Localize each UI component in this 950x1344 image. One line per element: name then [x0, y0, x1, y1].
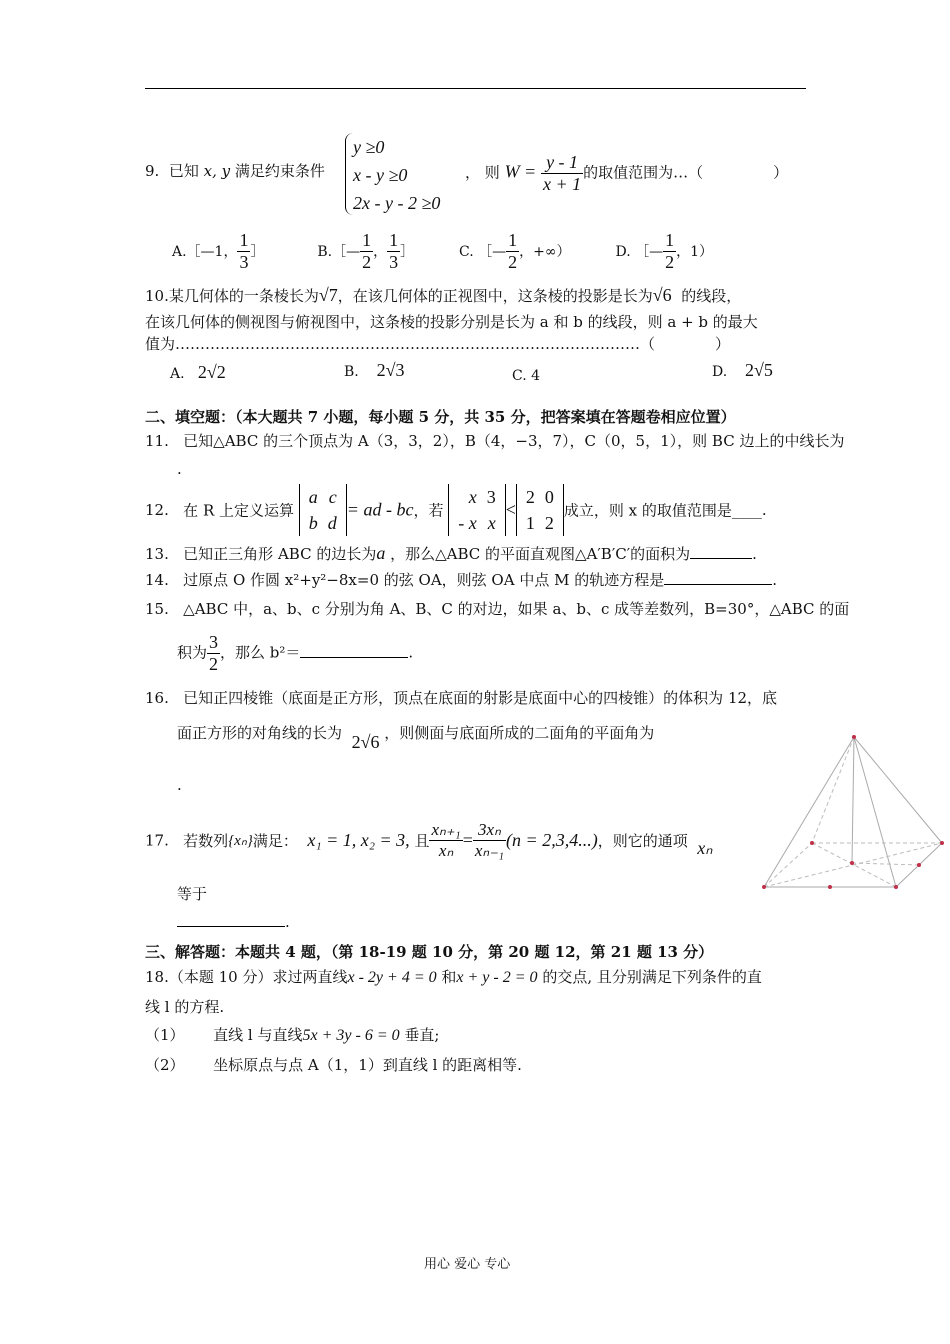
- q17-line3: .: [177, 913, 290, 931]
- q18-line2: 线 l 的方程.: [145, 998, 225, 1016]
- q12-det-right: 2 0 1 2: [516, 484, 564, 536]
- q9-option-d[interactable]: D. ［— $\frac{1}{2}$ ，1）: [615, 230, 714, 272]
- q18-line1: 18.（本题 10 分）求过两直线x - 2y + 4 = 0 和x + y - 2 = 0 的交点, 且分别满足下列条件的直: [145, 968, 762, 986]
- q12: 12. 在 R 上定义运算 a c b d = ad - bc，若 x 3 - x x < 2 0 1 2 成立，则 x 的取值范围是____.: [145, 484, 767, 536]
- q15-line2: 积为 $\frac{3}{2}$ ，那么 b²＝ .: [177, 632, 414, 674]
- section2-heading: 二、填空题：（本大题共 7 小题，每小题 5 分，共 35 分，把答案填在答题卷相应位置）: [145, 408, 736, 426]
- vertex-point: [828, 885, 832, 889]
- q9-target: ， 则 W = $\frac{y - 1}{x + 1}$ 的取值范围为…（ ）: [465, 152, 789, 194]
- q13: 13. 已知正三角形 ABC 的边长为a ，那么△ABC 的平面直观图△A′B′C′的面积为 .: [145, 543, 757, 563]
- q12-det-left: x 3 - x x: [448, 484, 505, 536]
- q10-option-b[interactable]: B. 2√3: [344, 360, 405, 380]
- q10-option-d[interactable]: D. 2√5: [712, 360, 773, 380]
- vertex-point: [940, 841, 944, 845]
- q11-tail: .: [177, 460, 182, 478]
- page-footer: 用心 爱心 专心: [424, 1257, 511, 1272]
- q10-line3: 值为…………………………………………………………………………………（ ）: [145, 335, 731, 353]
- q17: 17. 若数列{xₙ}满足： x₁ = 1, x₂ = 3, 且 $\frac{\text{xₙ₊₁}}{\text{xₙ}}$ = $\frac{\text{3xₙ}}{\text{xₙ₋₁}}$ (n = 2,3,4...)，则它的通项 xₙ: [145, 820, 713, 860]
- q10-line2: 在该几何体的侧视图与俯视图中，这条棱的投影分别是长为 a 和 b 的线段，则 a + b 的最大: [145, 313, 758, 331]
- q11: 11. 已知△ABC 的三个顶点为 A（3，3，2），B（4，−3，7），C（0，5，1），则 BC 边上的中线长为: [145, 432, 845, 450]
- q9-option-c[interactable]: C. ［— $\frac{1}{2}$ ，+∞）: [459, 230, 571, 272]
- q17-line2: 等于: [177, 885, 208, 903]
- vertex-point: [852, 735, 856, 739]
- q9-stem: 9. 已知 x, y 满足约束条件: [145, 162, 325, 180]
- q16-line1: 16. 已知正四棱锥（底面是正方形，顶点在底面的射影是底面中心的四棱锥）的体积为 12，底: [145, 689, 778, 707]
- hidden-edge: [764, 843, 812, 887]
- q9-constraints: y ≥0 x - y ≥0 2x - y - 2 ≥0: [353, 137, 441, 213]
- hidden-edge: [812, 737, 854, 843]
- section3-heading: 三、解答题：本题共 4 题，（第 18-19 题 10 分，第 20 题 12，第 21 题 13 分）: [145, 943, 714, 961]
- q18-part1: （1） 直线 l 与直线5x + 3y - 6 = 0 垂直;: [145, 1026, 440, 1044]
- pyramid-height: [852, 737, 854, 863]
- base-midline: [852, 863, 919, 865]
- vertex-point: [850, 861, 854, 865]
- q9-option-b[interactable]: B.［— $\frac{1}{2}$ ， $\frac{1}{3}$ ］: [317, 230, 415, 272]
- vertex-point: [762, 885, 766, 889]
- q16-line3: .: [177, 776, 182, 794]
- vertex-point: [894, 885, 898, 889]
- vertex-point: [917, 863, 921, 867]
- pyramid-edge: [854, 737, 942, 843]
- pyramid-figure: [758, 730, 948, 895]
- q15-line1: 15. △ABC 中，a、b、c 分别为角 A、B、C 的对边，如果 a、b、c 成等差数列，B=30°，△ABC 的面: [145, 600, 850, 618]
- q9-option-a[interactable]: A.［—1， $\frac{1}{3}$ ］: [172, 230, 265, 272]
- q9-options: [172, 230, 713, 273]
- q12-det-def: a c b d: [299, 484, 347, 536]
- q18-part2: （2） 坐标原点与点 A（1，1）到直线 l 的距离相等.: [145, 1056, 522, 1074]
- q10-option-a[interactable]: A. 2√2: [170, 362, 226, 382]
- header-rule: [145, 88, 806, 89]
- q10-line1: 10.某几何体的一条棱长为√7，在该几何体的正视图中，这条棱的投影是长为√6 的线段，: [145, 285, 742, 305]
- vertex-point: [810, 841, 814, 845]
- q14: 14. 过原点 O 作圆 x²+y²−8x=0 的弦 OA，则弦 OA 中点 M 的轨迹方程是 .: [145, 571, 777, 589]
- q10-option-c[interactable]: C. 4: [512, 368, 541, 384]
- q16-line2: 面正方形的对角线的长为 2√6 ，则侧面与底面所成的二面角的平面角为: [177, 724, 655, 752]
- pyramid-edge: [764, 737, 854, 887]
